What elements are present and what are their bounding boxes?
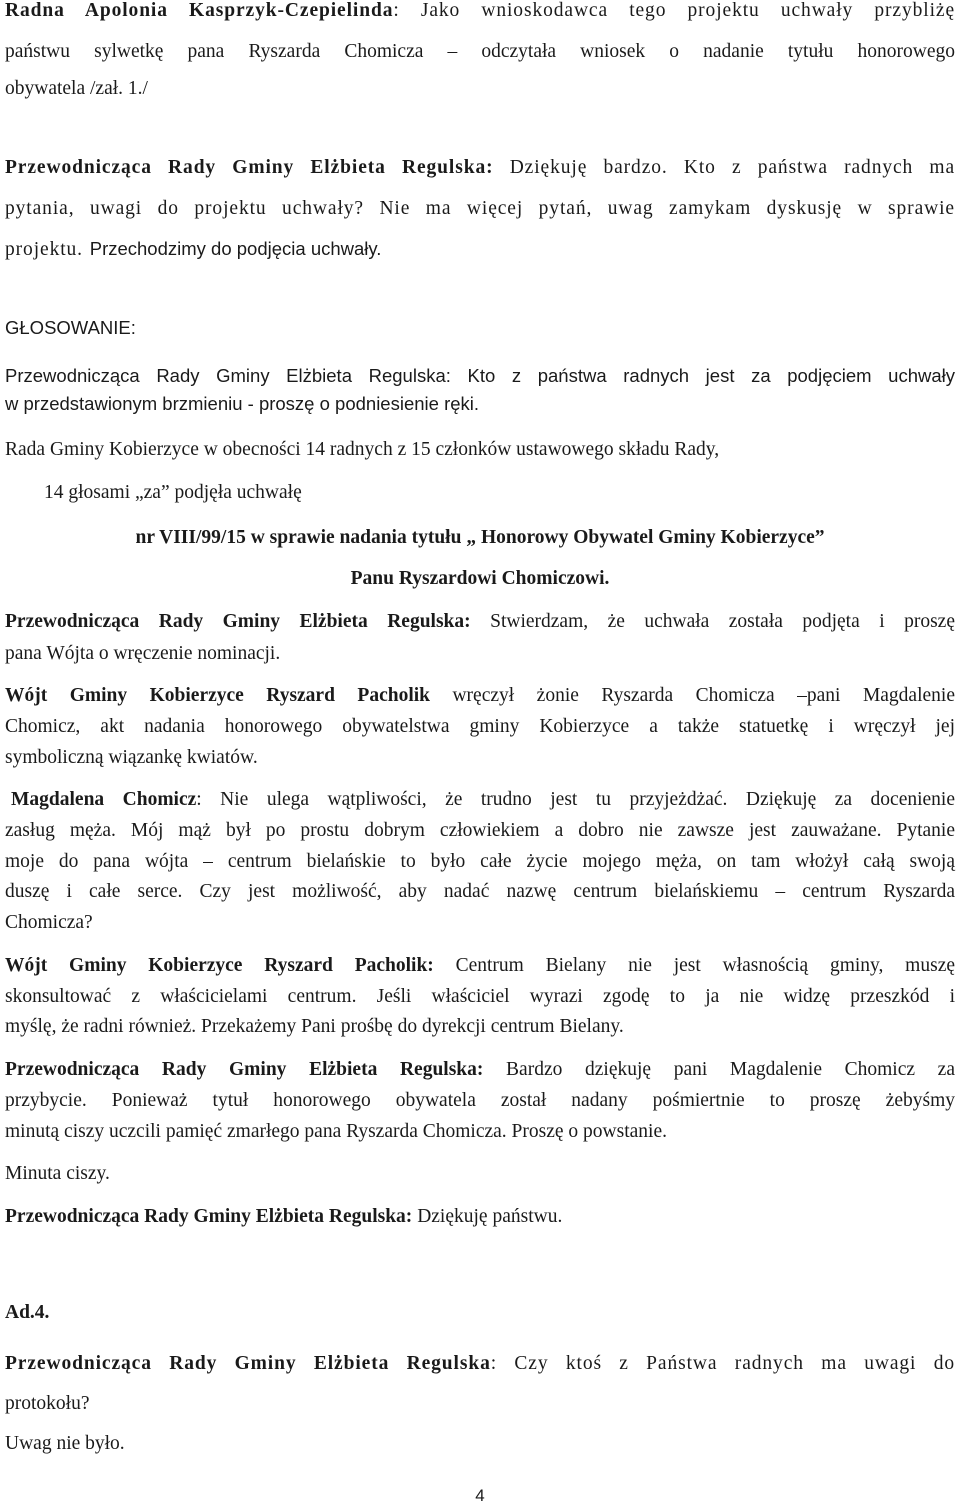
p5-line-3: symboliczną wiązankę kwiatów. [5, 747, 258, 768]
page-number: 4 [475, 1486, 485, 1505]
votes-line: 14 głosami „za” podjęła uchwałę [44, 482, 302, 503]
p5-line-1: Wójt Gminy Kobierzyce Ryszard Pacholik wręczył żonie Ryszarda Chomicza –pani Magdalenie [5, 685, 955, 706]
speaker-pacholik: Wójt Gminy Kobierzyce Ryszard Pacholik [5, 685, 430, 706]
voting-heading: GŁOSOWANIE: [5, 317, 136, 338]
p1-line-3: obywatela /zał. 1./ [5, 78, 148, 99]
council-attendance: Rada Gminy Kobierzyce w obecności 14 radnych z 15 członków ustawowego składu Rady, [5, 439, 720, 460]
speaker-kasprzyk: Radna Apolonia Kasprzyk-Czepielinda [5, 0, 394, 21]
speaker-regulska: Przewodnicząca Rady Gminy Elżbieta Regulska: [5, 1206, 413, 1227]
speaker-pacholik: Wójt Gminy Kobierzyce Ryszard Pacholik: [5, 955, 434, 976]
p3-line-1: Przewodnicząca Rady Gminy Elżbieta Regulska: Kto z państwa radnych jest za podjęciem uchwały [5, 365, 955, 386]
p6-line-3: moje do pana wójta – centrum bielańskie to było całe życie mojego męża, on tam włożył całą swoją [5, 851, 955, 872]
speaker-regulska: Przewodnicząca Rady Gminy Elżbieta Regulska: [5, 611, 471, 632]
p2-line-2: pytania, uwagi do projektu uchwały? Nie ma więcej pytań, uwag zamykam dyskusję w sprawie [5, 198, 955, 219]
p8-line-3: minutą ciszy uczcili pamięć zmarłego pana Ryszarda Chomicza. Proszę o powstanie. [5, 1121, 667, 1142]
p7-line-2: skonsultować z właścicielami centrum. Jeśli właściciel wyrazi zgodę to ja nie widzę przeszkód i [5, 986, 955, 1007]
p6-line-5: Chomicza? [5, 912, 93, 933]
agenda-item-heading: Ad.4. [5, 1302, 50, 1323]
p1-line-1: Radna Apolonia Kasprzyk-Czepielinda: Jako wnioskodawca tego projektu uchwały przybliżę [5, 0, 955, 21]
p8-line-1: Przewodnicząca Rady Gminy Elżbieta Regulska: Bardzo dziękuję pani Magdalenie Chomicz za [5, 1059, 955, 1080]
p2-line-1: Przewodnicząca Rady Gminy Elżbieta Regulska: Dziękuję bardzo. Kto z państwa radnych ma [5, 157, 955, 178]
p10-line-1: Przewodnicząca Rady Gminy Elżbieta Regulska: Czy ktoś z Państwa radnych ma uwagi do [5, 1353, 955, 1374]
p10-line-2: protokołu? [5, 1393, 90, 1414]
p9-line-1: Przewodnicząca Rady Gminy Elżbieta Regulska: Dziękuję państwu. [5, 1206, 563, 1227]
p5-line-2: Chomicz, akt nadania honorowego obywatelstwa gminy Kobierzyce a także statuetkę i wręczył jej [5, 716, 955, 737]
minute-of-silence: Minuta ciszy. [5, 1163, 110, 1184]
p4-line-1: Przewodnicząca Rady Gminy Elżbieta Regulska: Stwierdzam, że uchwała została podjęta i proszę [5, 611, 955, 632]
p2-line-3: projektu. Przechodzimy do podjęcia uchwały. [5, 238, 382, 260]
p1-line-2: państwu sylwetkę pana Ryszarda Chomicza – odczytała wniosek o nadanie tytułu honorowego [5, 41, 955, 62]
speaker-regulska: Przewodnicząca Rady Gminy Elżbieta Regulska: [5, 157, 494, 178]
speaker-regulska: Przewodnicząca Rady Gminy Elżbieta Regulska: [5, 365, 451, 386]
p6-line-2: zasług męża. Mój mąż był po prostu dobrym człowiekiem a dobro nie zawsze jest zauważane. Pytanie [5, 820, 955, 841]
no-remarks: Uwag nie było. [5, 1433, 125, 1454]
p7-line-1: Wójt Gminy Kobierzyce Ryszard Pacholik: Centrum Bielany nie jest własnością gminy, muszę [5, 955, 955, 976]
speaker-regulska: Przewodnicząca Rady Gminy Elżbieta Regulska [5, 1353, 491, 1374]
p6-line-4: duszę i całe serce. Czy jest możliwość, aby nadać nazwę centrum bielańskiemu – centrum Ryszarda [5, 881, 955, 902]
speaker-chomicz: Magdalena Chomicz [11, 789, 197, 810]
resolution-recipient: Panu Ryszardowi Chomiczowi. [350, 568, 610, 589]
speaker-regulska: Przewodnicząca Rady Gminy Elżbieta Regulska: [5, 1059, 484, 1080]
p3-line-2: w przedstawionym brzmieniu - proszę o podniesienie ręki. [5, 393, 480, 414]
p7-line-3: myślę, że radni również. Przekażemy Pani prośbę do dyrekcji centrum Bielany. [5, 1016, 624, 1037]
resolution-title: nr VIII/99/15 w sprawie nadania tytułu „ Honorowy Obywatel Gminy Kobierzyce” [135, 527, 825, 548]
p8-line-2: przybycie. Ponieważ tytuł honorowego obywatela został nadany pośmiertnie to proszę żebyśmy [5, 1090, 955, 1111]
p6-line-1: Magdalena Chomicz: Nie ulega wątpliwości, że trudno jest tu przyjeżdżać. Dziękuję za docenienie [11, 789, 955, 810]
p4-line-2: pana Wójta o wręczenie nominacji. [5, 643, 281, 664]
